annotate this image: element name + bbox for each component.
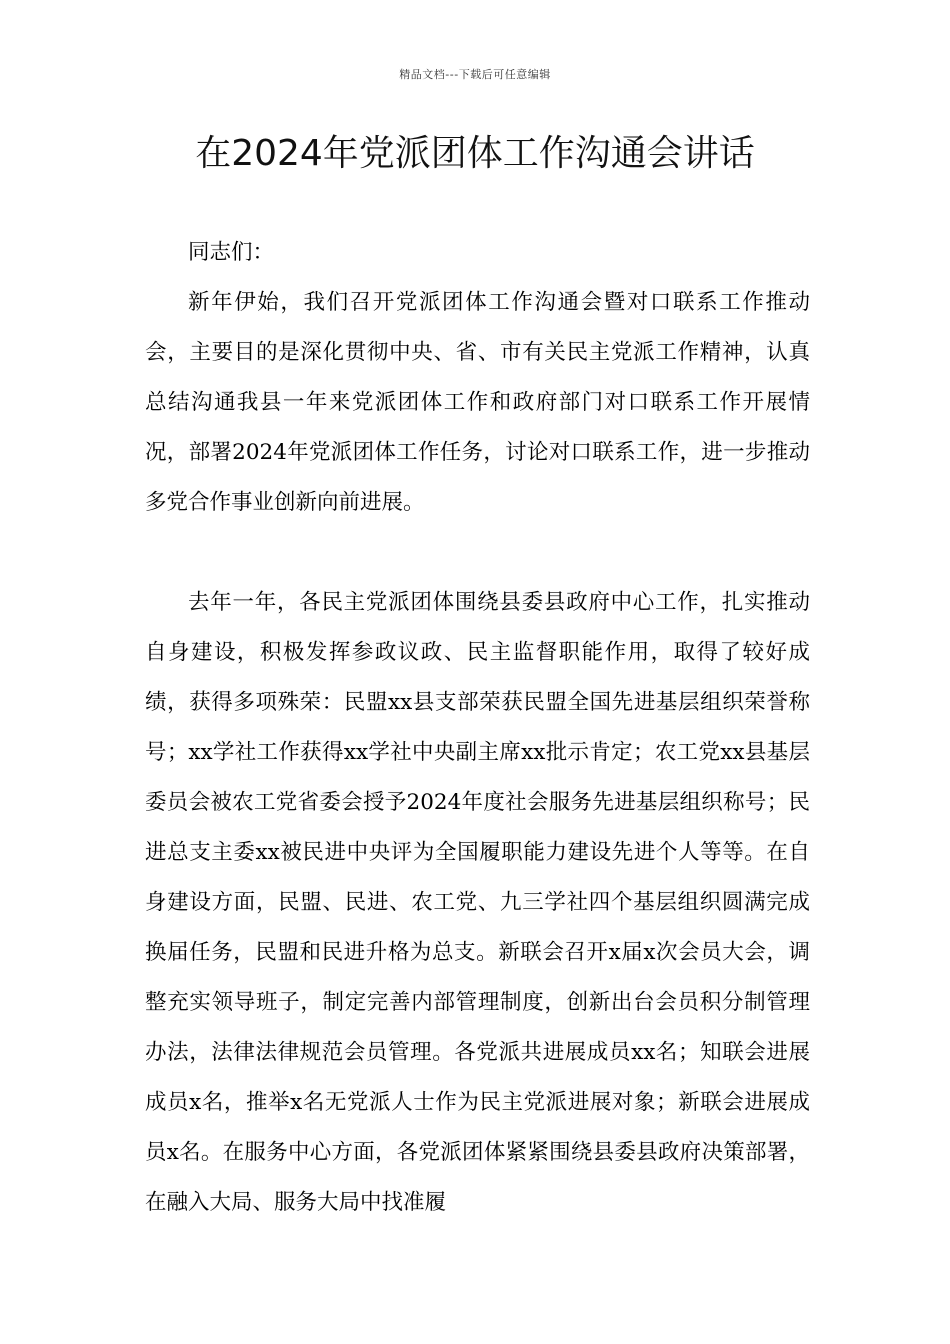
document-body bbox=[145, 228, 810, 1228]
salutation: 同志们： bbox=[188, 240, 275, 265]
paragraph-1: 新年伊始，我们召开党派团体工作沟通会暨对口联系工作推动会，主要目的是深化贯彻中央、省、市有关民主党派工作精神，认真总结沟通我县一年来党派团体工作和政府部门对口联系工作开展情况，部署2024年党派团体工作任务，讨论对口联系工作，进一步推动多党合作事业创新向前进展。 bbox=[145, 290, 810, 515]
paragraph-2: 去年一年，各民主党派团体围绕县委县政府中心工作，扎实推动自身建设，积极发挥参政议政、民主监督职能作用，取得了较好成绩，获得多项殊荣：民盟xx县支部荣获民盟全国先进基层组织荣誉称号；xx学社工作获得xx学社中央副主席xx批示肯定；农工党xx县基层委员会被农工党省委会授予2024年度社会服务先进基层组织称号；民进总支主委xx被民进中央评为全国履职能力建设先进个人等等。在自身建设方面，民盟、民进、农工党、九三学社四个基层组织圆满完成换届任务，民盟和民进升格为总支。新联会召开x届x次会员大会，调整充实领导班子，制定完善内部管理制度，创新出台会员积分制管理办法，法律法律规范会员管理。各党派共进展成员xx名；知联会进展成员x名，推举x名无党派人士作为民主党派进展对象；新联会进展成员x名。在服务中心方面，各党派团体紧紧围绕县委县政府决策部署，在融入大局、服务大局中找准履 bbox=[145, 590, 810, 1215]
document-title: 在2024年党派团体工作沟通会讲话 bbox=[195, 133, 755, 174]
page-header-note: 精品文档---下载后可任意编辑 bbox=[399, 68, 551, 81]
